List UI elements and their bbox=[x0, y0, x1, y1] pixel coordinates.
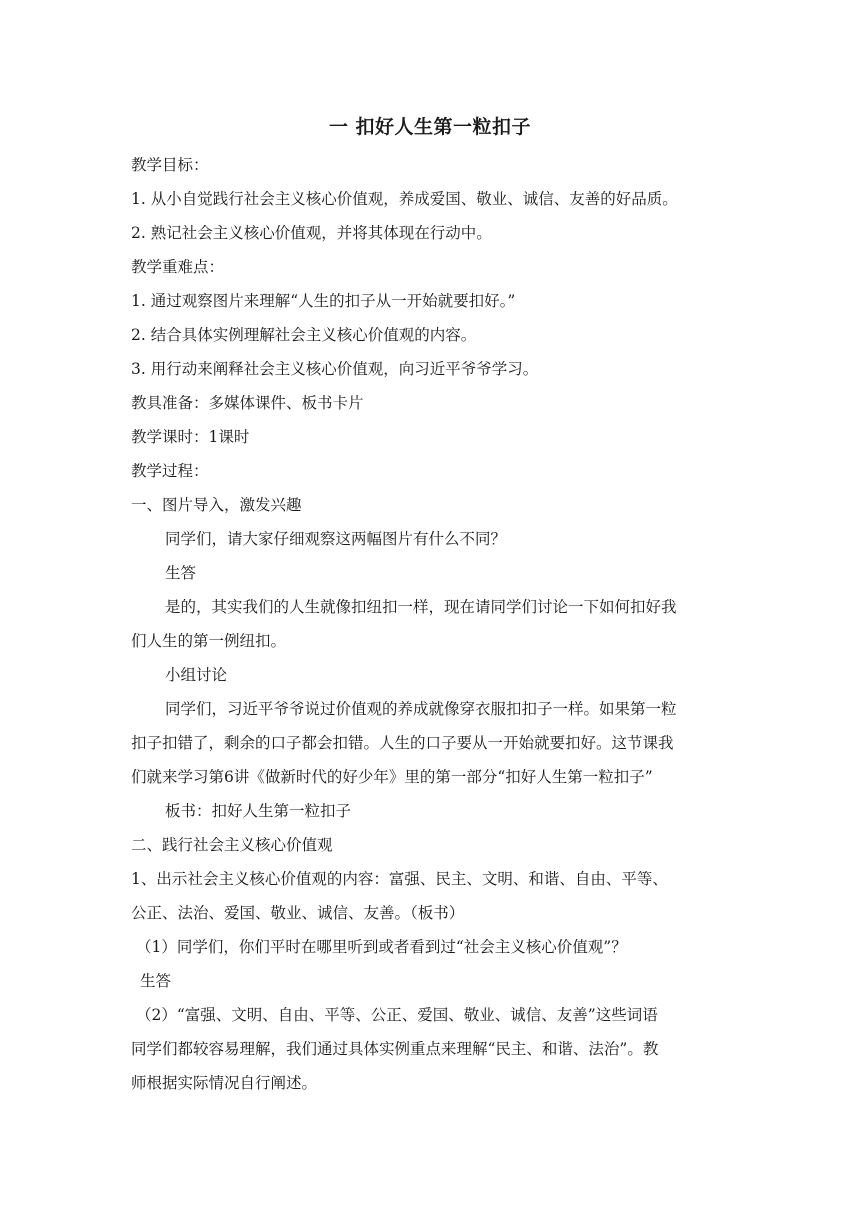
section-heading: 一、图片导入，激发兴趣 bbox=[131, 496, 302, 514]
objective-item: 1. 从小自觉践行社会主义核心价值观，养成爱国、敬业、诚信、友善的好品质。 bbox=[131, 190, 678, 208]
key-point-item: 2. 结合具体实例理解社会主义核心价值观的内容。 bbox=[131, 326, 477, 344]
paragraph-line: 生答 bbox=[165, 564, 197, 582]
materials-line: 教具准备：多媒体课件、板书卡片 bbox=[131, 394, 364, 412]
paragraph-line: 是的，其实我们的人生就像扣纽扣一样，现在请同学们讨论一下如何扣好我 bbox=[165, 598, 677, 616]
paragraph-line: 同学们都较容易理解，我们通过具体实例重点来理解“民主、和谐、法治”。教 bbox=[131, 1040, 659, 1058]
heading-key-points: 教学重难点： bbox=[131, 258, 225, 276]
key-point-item: 3. 用行动来阐释社会主义核心价值观，向习近平爷爷学习。 bbox=[131, 360, 539, 378]
paragraph-line: 同学们，习近平爷爷说过价值观的养成就像穿衣服扣扣子一样。如果第一粒 bbox=[165, 700, 677, 718]
paragraph-line: 们人生的第一例纽扣。 bbox=[131, 632, 287, 650]
paragraph-line: 1、出示社会主义核心价值观的内容：富强、民主、文明、和谐、自由、平等、 bbox=[131, 870, 668, 888]
paragraph-line: （1）同学们，你们平时在哪里听到或者看到过“社会主义核心价值观”？ bbox=[136, 938, 627, 956]
paragraph-line: 同学们，请大家仔细观察这两幅图片有什么不同？ bbox=[165, 530, 507, 548]
key-point-item: 1. 通过观察图片来理解“人生的扣子从一开始就要扣好。” bbox=[131, 292, 516, 310]
heading-objectives: 教学目标： bbox=[131, 156, 209, 174]
paragraph-line: （2）“富强、文明、自由、平等、公正、爱国、敬业、诚信、友善”这些词语 bbox=[136, 1006, 658, 1024]
paragraph-line: 生答 bbox=[140, 972, 172, 990]
paragraph-line: 们就来学习第6讲《做新时代的好少年》里的第一部分“扣好人生第一粒扣子” bbox=[131, 768, 653, 786]
objective-item: 2. 熟记社会主义核心价值观，并将其体现在行动中。 bbox=[131, 224, 492, 242]
heading-process: 教学过程： bbox=[131, 462, 209, 480]
paragraph-line: 小组讨论 bbox=[165, 666, 228, 684]
section-heading: 二、践行社会主义核心价值观 bbox=[131, 836, 333, 854]
blackboard-line: 板书：扣好人生第一粒扣子 bbox=[165, 802, 352, 820]
paragraph-line: 师根据实际情况自行阐述。 bbox=[131, 1074, 318, 1092]
paragraph-line: 公正、法治、爱国、敬业、诚信、友善。（板书） bbox=[131, 904, 465, 922]
paragraph-line: 扣子扣错了，剩余的口子都会扣错。人生的口子要从一开始就要扣好。这节课我 bbox=[131, 734, 674, 752]
class-hours-line: 教学课时：1课时 bbox=[131, 428, 250, 446]
document-title: 一 扣好人生第一粒扣子 bbox=[328, 116, 532, 138]
